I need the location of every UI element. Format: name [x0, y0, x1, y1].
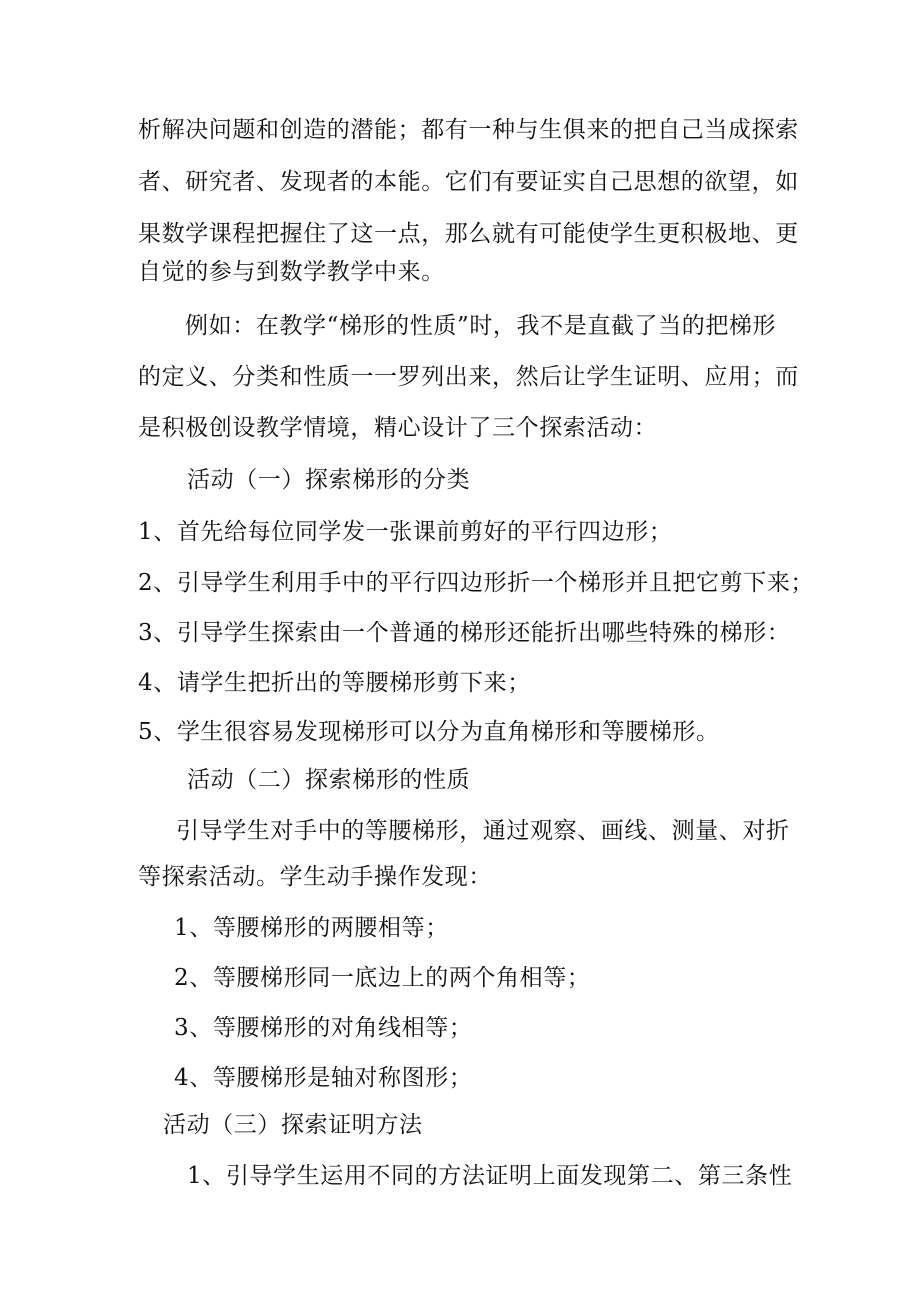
list-item: 4、等腰梯形是轴对称图形； [174, 1065, 473, 1091]
list-item: 4、请学生把折出的等腰梯形剪下来； [138, 670, 531, 696]
paragraph-line: 果数学课程把握住了这一点，那么就有可能使学生更积极地、更 [138, 221, 799, 247]
list-item: 3、等腰梯形的对角线相等； [174, 1015, 473, 1041]
paragraph-line: 者、研究者、发现者的本能。它们有要证实自己思想的欲望，如 [138, 169, 799, 195]
list-item: 2、引导学生利用手中的平行四边形折一个梯形并且把它剪下来； [138, 570, 815, 596]
paragraph-line: 等探索活动。学生动手操作发现： [138, 864, 492, 890]
activity-title: 活动（三）探索证明方法 [163, 1112, 423, 1138]
paragraph-line: 析解决问题和创造的潜能；都有一种与生俱来的把自己当成探索 [138, 117, 799, 143]
list-item: 2、等腰梯形同一底边上的两个角相等； [174, 965, 591, 991]
paragraph-line: 自觉的参与到数学教学中来。 [138, 259, 445, 285]
paragraph-line: 是积极创设教学情境，精心设计了三个探索活动： [138, 415, 658, 441]
list-item: 1、引导学生运用不同的方法证明上面发现第二、第三条性 [187, 1163, 793, 1189]
paragraph-line: 引导学生对手中的等腰梯形，通过观察、画线、测量、对折 [176, 818, 790, 844]
paragraph-line: 的定义、分类和性质一一罗列出来，然后让学生证明、应用；而 [138, 364, 799, 390]
list-item: 5、学生很容易发现梯形可以分为直角梯形和等腰梯形。 [138, 719, 720, 745]
list-item: 1、首先给每位同学发一张课前剪好的平行四边形； [138, 519, 673, 545]
activity-title: 活动（二）探索梯形的性质 [187, 767, 471, 793]
list-item: 1、等腰梯形的两腰相等； [174, 915, 449, 941]
activity-title: 活动（一）探索梯形的分类 [187, 467, 471, 493]
list-item: 3、引导学生探索由一个普通的梯形还能折出哪些特殊的梯形： [138, 620, 791, 646]
paragraph-line: 例如：在教学“梯形的性质”时，我不是直截了当的把梯形 [185, 313, 777, 339]
